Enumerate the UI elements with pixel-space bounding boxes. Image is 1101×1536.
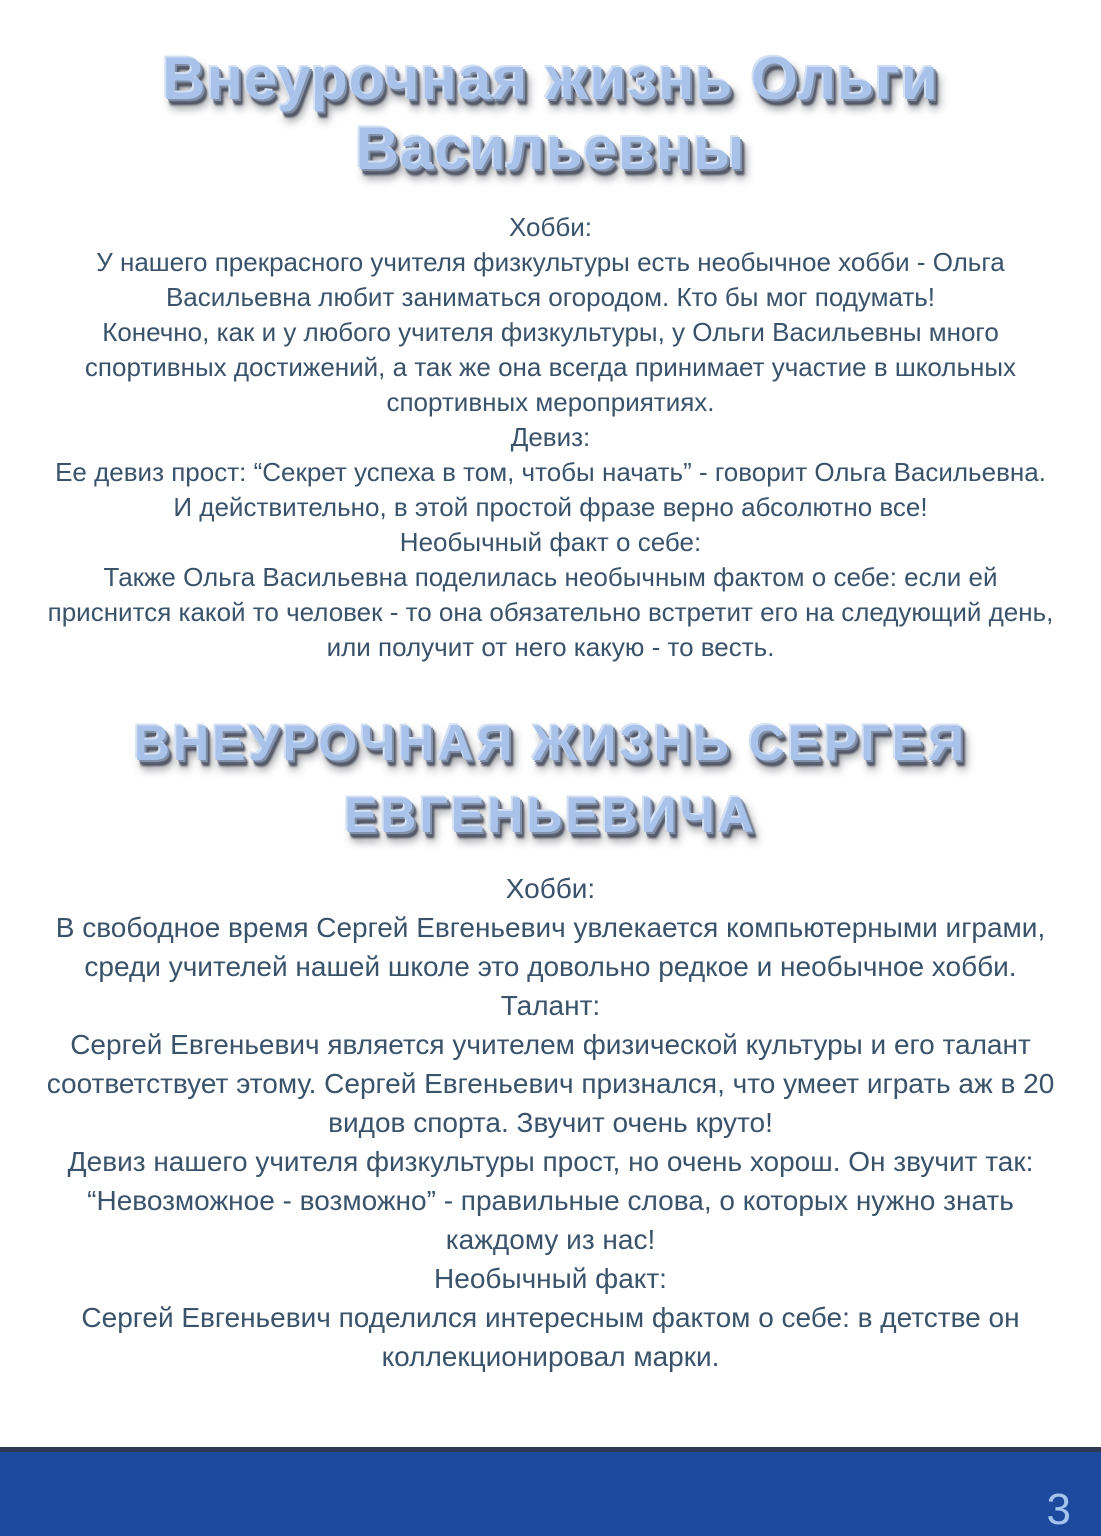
heading-fact-2: Необычный факт: bbox=[434, 1263, 667, 1294]
section-title-olga bbox=[0, 0, 1101, 184]
paragraph-motto-2: “Невозможное - возможно” - правильные слова, о которых нужно знать каждому из нас! bbox=[87, 1185, 1014, 1255]
page-number: 3 bbox=[1046, 1485, 1071, 1534]
section-title-sergey-line1: ВНЕУРОЧНАЯ ЖИЗНЬ СЕРГЕЯ bbox=[133, 715, 968, 771]
heading-motto: Девиз: bbox=[510, 422, 591, 452]
paragraph-motto: Ее девиз прост: “Секрет успеха в том, чтобы начать” - говорит Ольга Васильевна. И действительно, в этой простой фразе верно абсолютно все! bbox=[55, 457, 1046, 522]
footer-bar bbox=[0, 1447, 1101, 1536]
heading-talent: Талант: bbox=[500, 990, 601, 1021]
section-title-olga-line1: Внеурочная жизнь Ольги bbox=[162, 45, 939, 112]
heading-hobby-2: Хобби: bbox=[505, 873, 596, 904]
heading-hobby: Хобби: bbox=[508, 212, 593, 242]
section-body-sergey bbox=[36, 869, 1066, 1376]
paragraph-talent: Сергей Евгеньевич является учителем физической культуры и его талант соответствует этому. Сергей Евгеньевич признался, что умеет играть аж в 20 видов спорта. Звучит очень круто! bbox=[46, 1029, 1055, 1138]
section-body-olga bbox=[46, 210, 1056, 665]
section-title-olga-line2: Васильевны bbox=[355, 115, 746, 182]
paragraph-motto-intro: Девиз нашего учителя физкультуры прост, но очень хорош. Он звучит так: bbox=[67, 1146, 1034, 1177]
section-title-sergey-line2: ЕВГЕНЬЕВИЧА bbox=[344, 787, 757, 843]
section-title-sergey bbox=[0, 707, 1101, 851]
heading-fact: Необычный факт о себе: bbox=[399, 527, 702, 557]
paragraph-fact: Также Ольга Васильевна поделилась необычным фактом о себе: если ей приснится какой то человек - то она обязательно встретит его на следующий день, или получит от него какую - то весть. bbox=[47, 562, 1054, 662]
paragraph-hobby: У нашего прекрасного учителя физкультуры есть необычное хобби - Ольга Васильевна любит заниматься огородом. Кто бы мог подумать! bbox=[96, 247, 1005, 312]
paragraph-fact-2: Сергей Евгеньевич поделился интересным фактом о себе: в детстве он коллекционировал марки. bbox=[81, 1302, 1020, 1372]
paragraph-achievements: Конечно, как и у любого учителя физкультуры, у Ольги Васильевны много спортивных достижений, а так же она всегда принимает участие в школьных спортивных мероприятиях. bbox=[84, 317, 1017, 417]
paragraph-hobby-2: В свободное время Сергей Евгеньевич увлекается компьютерными играми, среди учителей нашей школе это довольно редкое и необычное хобби. bbox=[55, 912, 1046, 982]
